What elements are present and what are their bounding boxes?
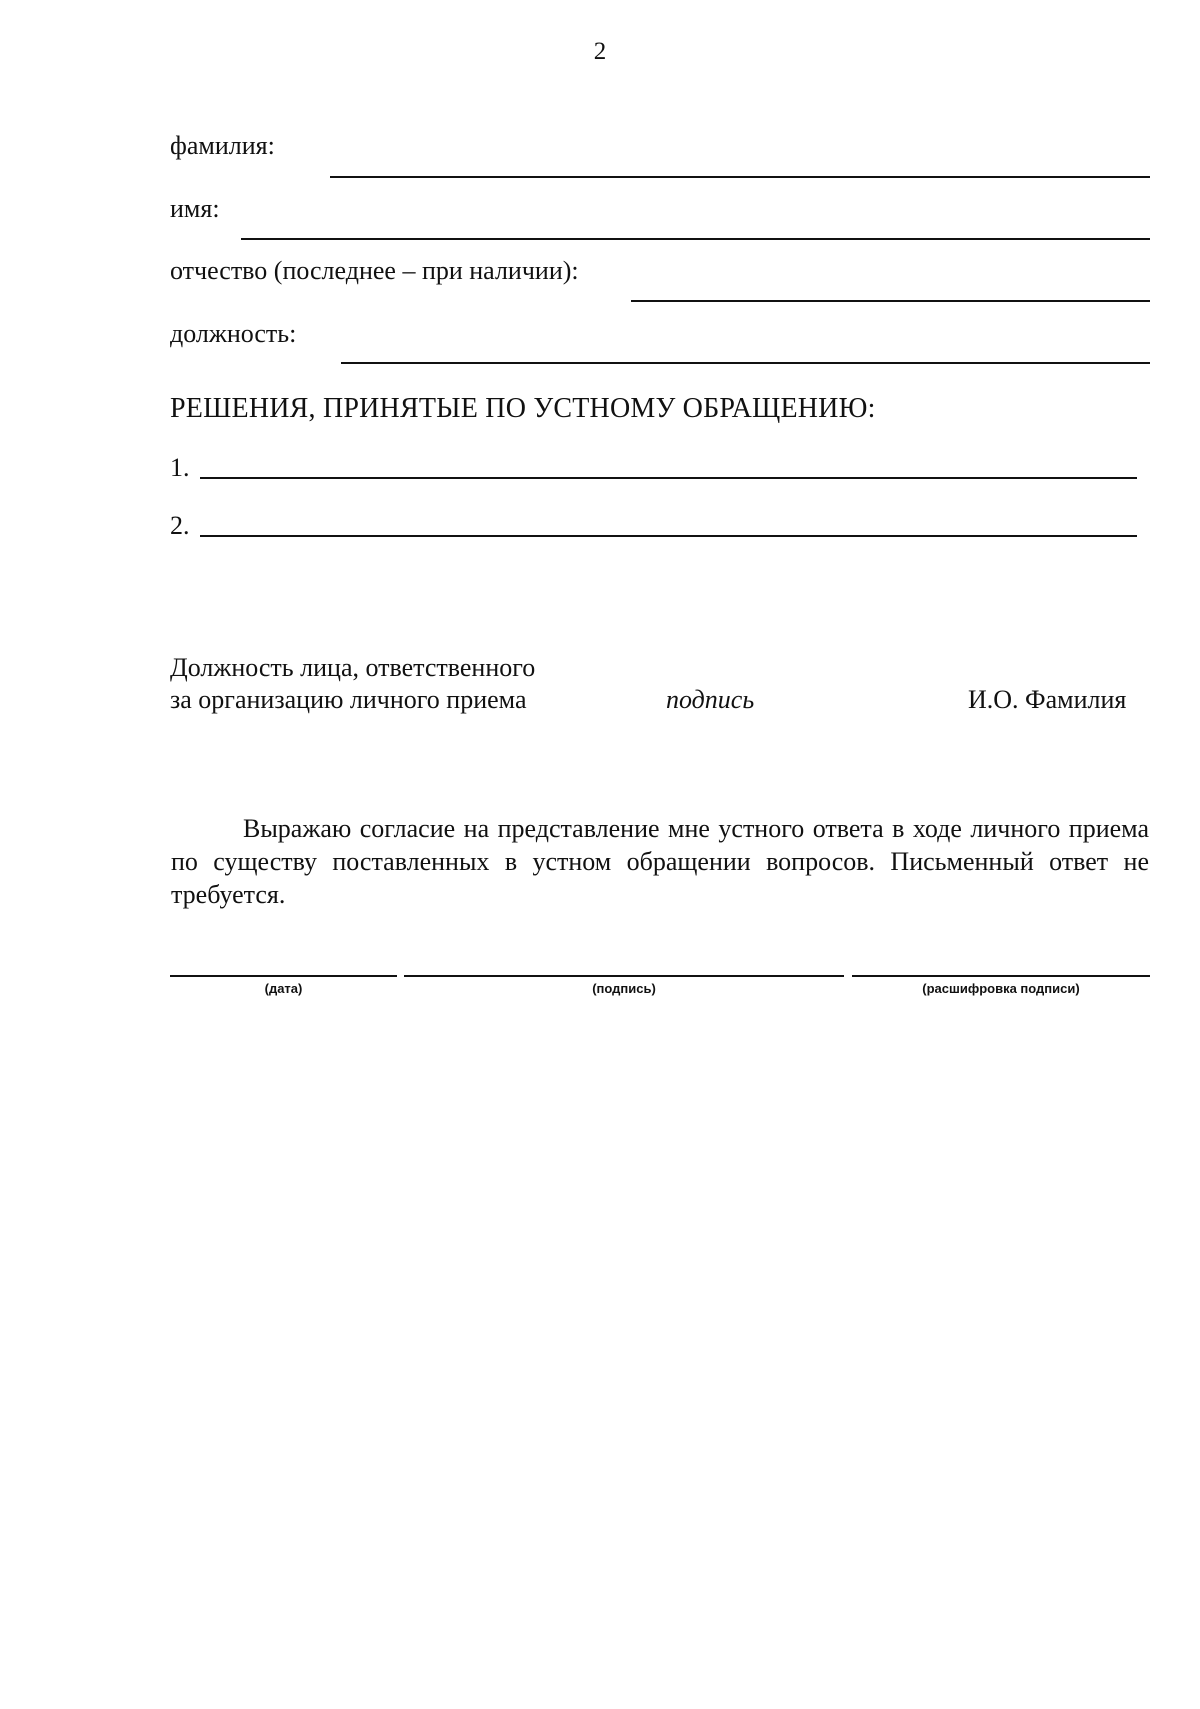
decision-item-2-number: 2. bbox=[170, 511, 190, 540]
decision-item-2-line[interactable] bbox=[200, 535, 1137, 537]
name-input-line[interactable] bbox=[241, 238, 1150, 240]
responsible-position-line1: Должность лица, ответственного bbox=[170, 653, 536, 682]
patronymic-label: отчество (последнее – при наличии): bbox=[170, 256, 579, 285]
position-label: должность: bbox=[170, 319, 297, 348]
surname-input-line[interactable] bbox=[330, 176, 1150, 178]
surname-label: фамилия: bbox=[170, 131, 275, 160]
consent-paragraph: Выражаю согласие на представление мне устного ответа в ходе личного приема по существу поставленных в устном обращении вопросов. Письменный ответ не требуется. bbox=[171, 814, 1149, 909]
decision-item-1-number: 1. bbox=[170, 453, 190, 482]
responsible-name: И.О. Фамилия bbox=[968, 685, 1127, 714]
responsible-signature: подпись bbox=[666, 685, 755, 714]
name-label: имя: bbox=[170, 194, 220, 223]
decision-item-1-line[interactable] bbox=[200, 477, 1137, 479]
signature-decoding-line[interactable] bbox=[852, 975, 1150, 977]
page-number: 2 bbox=[593, 38, 607, 65]
signature-caption: (подпись) bbox=[592, 981, 656, 996]
date-caption: (дата) bbox=[264, 981, 303, 996]
patronymic-input-line[interactable] bbox=[631, 300, 1150, 302]
position-input-line[interactable] bbox=[341, 362, 1150, 364]
date-line[interactable] bbox=[170, 975, 397, 977]
responsible-position-line2: за организацию личного приема bbox=[170, 685, 527, 714]
decisions-heading: РЕШЕНИЯ, ПРИНЯТЫЕ ПО УСТНОМУ ОБРАЩЕНИЮ: bbox=[170, 393, 876, 424]
signature-decoding-caption: (расшифровка подписи) bbox=[922, 981, 1080, 996]
signature-line[interactable] bbox=[404, 975, 844, 977]
